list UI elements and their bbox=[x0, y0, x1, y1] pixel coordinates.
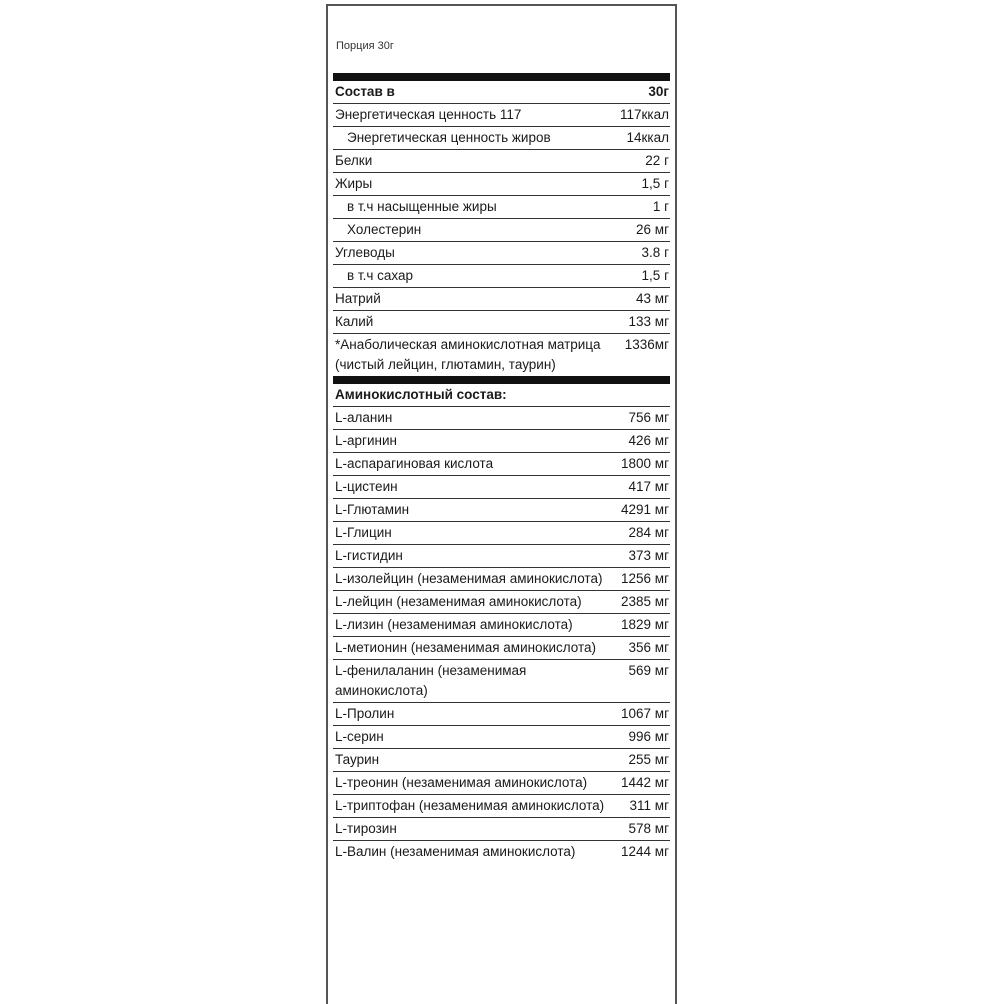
section-divider bbox=[333, 73, 670, 81]
table-row bbox=[333, 703, 670, 726]
row-value: 1442 мг bbox=[621, 775, 669, 790]
row-value: 284 мг bbox=[628, 525, 669, 540]
row-name: L-фенилаланин (незаменимая аминокислота) bbox=[335, 663, 527, 698]
row-value: 1800 мг bbox=[621, 456, 669, 471]
row-value: 26 мг bbox=[636, 222, 669, 237]
table-row bbox=[333, 150, 670, 173]
row-name: Калий bbox=[335, 314, 374, 329]
table-row bbox=[333, 522, 670, 545]
row-name: L-Глицин bbox=[335, 525, 392, 540]
row-value: 1256 мг bbox=[621, 571, 669, 586]
table-row bbox=[333, 568, 670, 591]
row-value: 1 г bbox=[652, 199, 669, 214]
table-row bbox=[333, 265, 670, 288]
table-row bbox=[333, 334, 670, 376]
row-name: L-аргинин bbox=[335, 433, 397, 448]
table-row bbox=[333, 430, 670, 453]
serving-size-label: Порция 30г bbox=[336, 40, 394, 52]
amino-header bbox=[333, 384, 670, 407]
table-row bbox=[333, 841, 670, 863]
row-value: 1244 мг bbox=[621, 844, 669, 859]
table-row bbox=[333, 104, 670, 127]
composition-header-label: Состав в bbox=[335, 84, 395, 99]
row-name: в т.ч насыщенные жиры bbox=[347, 199, 497, 214]
row-name: Натрий bbox=[335, 291, 381, 306]
nutrition-panel bbox=[326, 4, 677, 1004]
row-name: L-Глютамин bbox=[335, 502, 410, 517]
row-value: 3.8 г bbox=[641, 245, 669, 260]
row-value: 417 мг bbox=[628, 479, 669, 494]
row-name: L-Пролин bbox=[335, 706, 395, 721]
table-row bbox=[333, 545, 670, 568]
row-value: 1829 мг bbox=[621, 617, 669, 632]
row-name: L-аланин bbox=[335, 410, 393, 425]
composition-header bbox=[333, 81, 670, 104]
row-value: 1067 мг bbox=[621, 706, 669, 721]
row-name: L-цистеин bbox=[335, 479, 398, 494]
row-name: L-аспарагиновая кислота bbox=[335, 456, 494, 471]
row-value: 356 мг bbox=[628, 640, 669, 655]
table-row bbox=[333, 219, 670, 242]
row-name: L-гистидин bbox=[335, 548, 403, 563]
row-name: L-лейцин (незаменимая аминокислота) bbox=[335, 594, 582, 609]
row-name: Энергетическая ценность жиров bbox=[347, 130, 551, 145]
row-name: L-Валин (незаменимая аминокислота) bbox=[335, 844, 576, 859]
table-row bbox=[333, 242, 670, 265]
row-value: 14ккал bbox=[626, 130, 669, 145]
row-name: Холестерин bbox=[347, 222, 422, 237]
table-row bbox=[333, 288, 670, 311]
row-value: 1,5 г bbox=[641, 176, 669, 191]
row-value: 311 мг bbox=[629, 798, 669, 813]
row-value: 1336мг bbox=[624, 337, 669, 352]
table-row bbox=[333, 660, 670, 703]
table-row bbox=[333, 726, 670, 749]
table-row bbox=[333, 637, 670, 660]
row-name: Таурин bbox=[335, 752, 380, 767]
row-value: 569 мг bbox=[628, 663, 669, 678]
row-name: Жиры bbox=[335, 176, 373, 191]
row-value: 133 мг bbox=[628, 314, 669, 329]
table-row bbox=[333, 499, 670, 522]
row-name: L-тирозин bbox=[335, 821, 397, 836]
row-name: в т.ч сахар bbox=[347, 268, 414, 283]
row-value: 373 мг bbox=[628, 548, 669, 563]
table-row bbox=[333, 173, 670, 196]
row-name: L-лизин (незаменимая аминокислота) bbox=[335, 617, 573, 632]
row-value: 43 мг bbox=[636, 291, 669, 306]
row-value: 22 г bbox=[645, 153, 669, 168]
table-row bbox=[333, 407, 670, 430]
row-name: L-серин bbox=[335, 729, 384, 744]
table-row bbox=[333, 591, 670, 614]
row-value: 255 мг bbox=[628, 752, 669, 767]
row-name: L-изолейцин (незаменимая аминокислота) bbox=[335, 571, 603, 586]
row-name: L-треонин (незаменимая аминокислота) bbox=[335, 775, 588, 790]
nutrition-table bbox=[333, 73, 670, 863]
row-value: 2385 мг bbox=[621, 594, 669, 609]
row-value: 996 мг bbox=[628, 729, 669, 744]
row-value: 4291 мг bbox=[621, 502, 669, 517]
table-row bbox=[333, 749, 670, 772]
row-value: 1,5 г bbox=[641, 268, 669, 283]
row-value: 578 мг bbox=[628, 821, 669, 836]
table-row bbox=[333, 453, 670, 476]
table-row bbox=[333, 772, 670, 795]
row-value: 426 мг bbox=[628, 433, 669, 448]
table-row bbox=[333, 127, 670, 150]
table-row bbox=[333, 818, 670, 841]
row-name: Белки bbox=[335, 153, 373, 168]
row-name: L-метионин (незаменимая аминокислота) bbox=[335, 640, 597, 655]
row-value: 117ккал bbox=[619, 107, 669, 122]
row-name: *Анаболическая аминокислотная матрица (чистый лейцин, глютамин, таурин) bbox=[335, 337, 601, 372]
table-row bbox=[333, 476, 670, 499]
table-row bbox=[333, 795, 670, 818]
table-row bbox=[333, 311, 670, 334]
row-value: 756 мг bbox=[628, 410, 669, 425]
row-name: L-триптофан (незаменимая аминокислота) bbox=[335, 798, 605, 813]
row-name: Углеводы bbox=[335, 245, 395, 260]
table-row bbox=[333, 614, 670, 637]
row-name: Энергетическая ценность 117 bbox=[335, 107, 522, 122]
amino-header-label: Аминокислотный состав: bbox=[335, 387, 507, 402]
composition-header-value: 30г bbox=[648, 84, 669, 99]
table-row bbox=[333, 196, 670, 219]
section-divider bbox=[333, 376, 670, 384]
